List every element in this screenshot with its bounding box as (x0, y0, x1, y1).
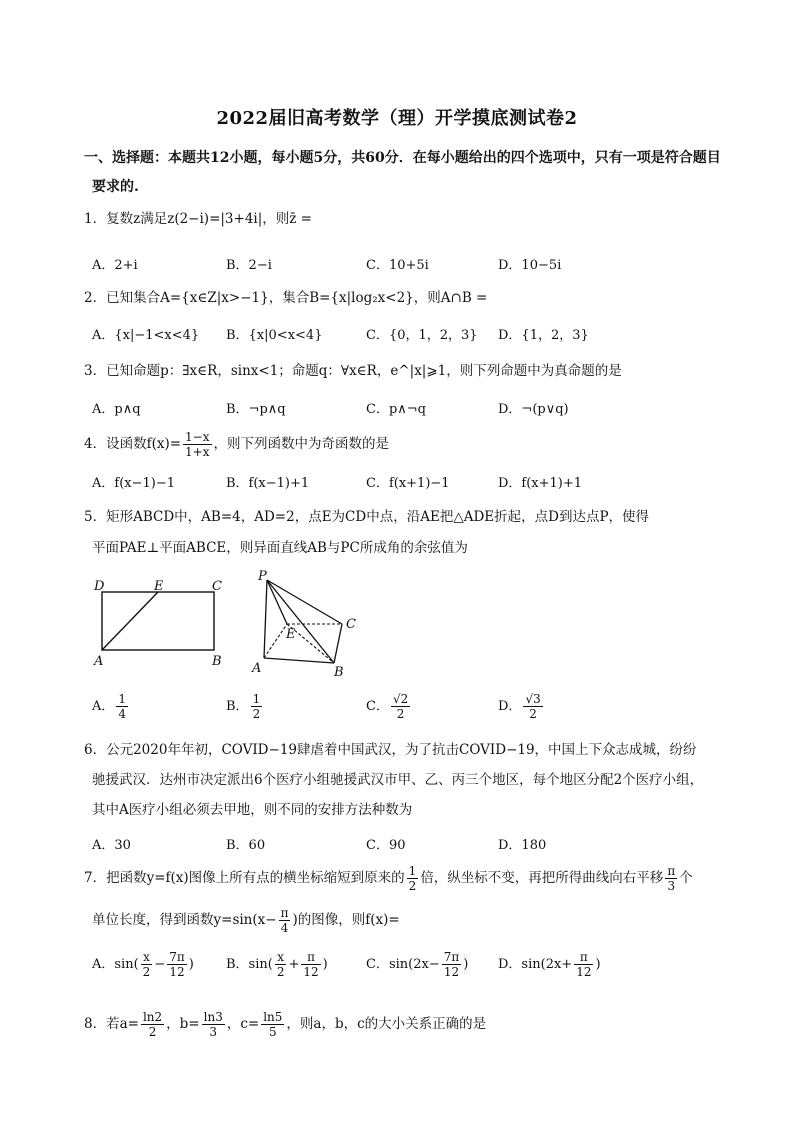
q7-b-end: ) (322, 957, 328, 972)
q7-d-frac (574, 950, 593, 979)
q7-l1-b: 倍，纵坐标不变，再把所得曲线向右平移 (420, 870, 664, 886)
solid-label-c: C (346, 617, 356, 632)
q7-a-op: − (154, 957, 166, 972)
question-7-stem-line1 (84, 864, 744, 893)
question-3-stem: 3．已知命题p：∃x∈R，sinx<1；命题q：∀x∈R，e^|x|⩾1，则下列命题中为真命题的是 (84, 363, 622, 379)
q7-l2-frac (279, 906, 291, 935)
q7-option-a (92, 950, 194, 979)
q3-option-b: B．¬p∧q (226, 402, 286, 417)
q5-a-label: A． (92, 699, 115, 714)
q4-stem-suffix: ，则下列函数中为奇函数的是 (213, 436, 390, 452)
q7-c-end: ) (463, 957, 469, 972)
q5-b-frac (251, 692, 263, 721)
question-8-stem (84, 1010, 744, 1039)
q5-d-label: D． (498, 699, 522, 714)
q6-option-c: C．90 (366, 838, 406, 853)
solid-label-a: A (252, 661, 262, 676)
q4-fraction (183, 430, 211, 459)
q8-a-frac (141, 1010, 164, 1039)
q2-option-c: C．{0，1，2，3} (366, 328, 478, 343)
rectangle-figure (90, 572, 240, 672)
q7-c-den: 12 (443, 965, 460, 979)
edge-ae-hidden (264, 624, 287, 658)
edge-pc (267, 580, 342, 624)
q3-option-c: C．p∧¬q (366, 402, 426, 417)
q8-suffix: ，则a，b，c的大小关系正确的是 (286, 1016, 487, 1032)
rect-label-b: B (212, 654, 222, 669)
q4-option-c: C．f(x+1)−1 (366, 476, 450, 491)
solid-label-b: B (334, 665, 344, 678)
q7-a-frac2 (167, 950, 187, 979)
q8-c-frac (261, 1010, 284, 1039)
q1-option-b: B．2−i (226, 258, 272, 273)
rect-fold-line (102, 592, 158, 650)
rect-label-c: C (212, 579, 222, 594)
q7-l2-num: π (280, 906, 289, 920)
q7-option-d (498, 950, 601, 979)
question-6-stem-line3: 其中A医疗小组必须去甲地，则不同的安排方法种数为 (92, 802, 413, 818)
q7-l2-b: )的图像，则f(x)= (292, 912, 400, 928)
q8-b-frac (202, 1010, 225, 1039)
q4-frac-den: 1+x (185, 445, 210, 459)
q8-prefix: 8．若a= (84, 1016, 139, 1032)
q5-c-label: C． (366, 699, 389, 714)
q8-a-den: 2 (148, 1025, 157, 1039)
question-5-stem-line1: 5．矩形ABCD中，AB=4，AD=2，点E为CD中点，沿AE把△ADE折起，点D到达点P，使得 (84, 509, 650, 525)
q1-option-a: A．2+i (92, 258, 138, 273)
q8-mid2: ，c= (226, 1016, 260, 1032)
section-heading-line1: 一、选择题：本题共12小题，每小题5分，共60分．在每小题给出的四个选项中，只有一项是符合题目 (84, 150, 721, 166)
solid-label-e: E (286, 627, 296, 642)
question-6-stem-line2: 驰援武汉．达州市决定派出6个医疗小组驰援武汉市甲、乙、丙三个地区，每个地区分配2个医疗小组， (92, 772, 704, 788)
q7-shift-den: 3 (667, 879, 676, 893)
q7-b-d2: 12 (303, 965, 319, 979)
q7-c-frac (442, 950, 462, 979)
q7-b-n2: π (301, 950, 320, 965)
q2-option-d: D．{1，2，3} (498, 328, 589, 343)
question-1-stem: 1．复数z满足z(2−i)=|3+4i|，则z̄ = (84, 211, 312, 227)
q5-a-frac (116, 692, 128, 721)
q7-l1-c: 个 (679, 870, 693, 886)
q5-d-den: 2 (529, 707, 537, 721)
q7-c-label: C．sin(2x− (366, 957, 440, 972)
rect-outline (102, 592, 214, 650)
q4-option-a: A．f(x−1)−1 (92, 476, 176, 491)
q8-c-num: ln5 (263, 1010, 283, 1024)
q8-c-den: 5 (268, 1025, 277, 1039)
q6-option-b: B．60 (226, 838, 266, 853)
q5-option-b (226, 692, 264, 721)
page-title: 2022届旧高考数学（理）开学摸底测试卷2 (216, 108, 578, 129)
q8-b-num: ln3 (203, 1010, 223, 1024)
q7-b-frac1 (275, 950, 287, 979)
q7-shift-num: π (667, 864, 676, 878)
q7-half (407, 864, 419, 893)
q7-c-num: 7π (443, 950, 460, 964)
q7-a-d2: 12 (169, 965, 185, 979)
q8-a-num: ln2 (142, 1010, 163, 1024)
q7-b-n1: x (275, 950, 287, 965)
q5-d-num: √3 (525, 692, 541, 706)
edge-ab (264, 658, 334, 663)
q7-a-end: ) (188, 957, 194, 972)
q5-b-num: 1 (252, 692, 261, 706)
q5-a-num: 1 (118, 692, 127, 706)
rect-label-e: E (154, 579, 164, 594)
question-7-stem-line2 (92, 906, 752, 935)
q7-d-num: π (574, 950, 593, 965)
q7-half-num: 1 (408, 864, 417, 878)
q7-option-b (226, 950, 328, 979)
q7-a-frac1 (141, 950, 153, 979)
q5-b-label: B． (226, 699, 249, 714)
q7-a-d1: 2 (142, 965, 151, 979)
q5-d-frac (523, 692, 542, 721)
q7-a-n2: 7π (169, 950, 185, 964)
q7-shift (665, 864, 677, 893)
edge-pb (267, 580, 334, 663)
q2-option-b: B．{x|0<x<4} (226, 328, 323, 343)
rect-label-a: A (94, 654, 104, 669)
q2-option-a: A．{x|−1<x<4} (92, 328, 200, 343)
q7-d-label: D．sin(2x+ (498, 957, 573, 972)
section-heading (84, 144, 724, 202)
q4-option-d: D．f(x+1)+1 (498, 476, 583, 491)
q5-c-num: √2 (392, 692, 409, 706)
q3-option-d: D．¬(p∨q) (498, 402, 569, 417)
q4-option-b: B．f(x−1)+1 (226, 476, 310, 491)
q5-option-a (92, 692, 130, 721)
q7-l1-a: 7．把函数y=f(x)图像上所有点的横坐标缩短到原来的 (84, 870, 405, 886)
q6-option-d: D．180 (498, 838, 547, 853)
pyramid-figure (250, 566, 370, 678)
edge-pa (264, 580, 267, 658)
q5-option-d (498, 692, 545, 721)
question-2-stem: 2．已知集合A={x∈Z|x>−1}，集合B={x|log₂x<2}，则A∩B = (84, 290, 488, 306)
rect-label-d: D (94, 579, 105, 594)
q7-b-label: B．sin( (226, 957, 273, 972)
q7-half-den: 2 (408, 879, 417, 893)
q1-option-d: D．10−5i (498, 258, 562, 273)
q7-b-op: + (288, 957, 300, 972)
question-6-stem-line1: 6．公元2020年年初，COVID−19肆虐着中国武汉，为了抗击COVID−19，中国上下众志成城，纷纷 (84, 742, 697, 758)
q5-a-den: 4 (118, 707, 127, 721)
q7-l2-a: 单位长度，得到函数y=sin(x− (92, 912, 277, 928)
q7-a-n1: x (141, 950, 153, 965)
q5-option-c (366, 692, 412, 721)
q7-d-end: ) (595, 957, 601, 972)
question-5-stem-line2: 平面PAE⊥平面ABCE，则异面直线AB与PC所成角的余弦值为 (92, 540, 468, 556)
q7-option-c (366, 950, 468, 979)
section-heading-line2: 要求的. (92, 179, 139, 195)
q7-d-den: 12 (576, 965, 592, 979)
q8-mid1: ，b= (166, 1016, 200, 1032)
q6-option-a: A．30 (92, 838, 131, 853)
q7-l2-den: 4 (280, 921, 289, 935)
q5-c-frac (391, 692, 410, 721)
q7-b-d1: 2 (276, 965, 285, 979)
q8-b-den: 3 (209, 1025, 218, 1039)
solid-label-p: P (258, 569, 267, 584)
q4-frac-num: 1−x (185, 430, 210, 444)
q7-a-label: A．sin( (92, 957, 139, 972)
q1-option-c: C．10+5i (366, 258, 429, 273)
q3-option-a: A．p∧q (92, 402, 141, 417)
q5-b-den: 2 (252, 707, 261, 721)
edge-bc (334, 624, 342, 663)
question-4-stem (84, 430, 744, 459)
q4-stem-prefix: 4．设函数f(x)= (84, 436, 182, 452)
q5-c-den: 2 (396, 707, 405, 721)
q7-b-frac2 (301, 950, 320, 979)
